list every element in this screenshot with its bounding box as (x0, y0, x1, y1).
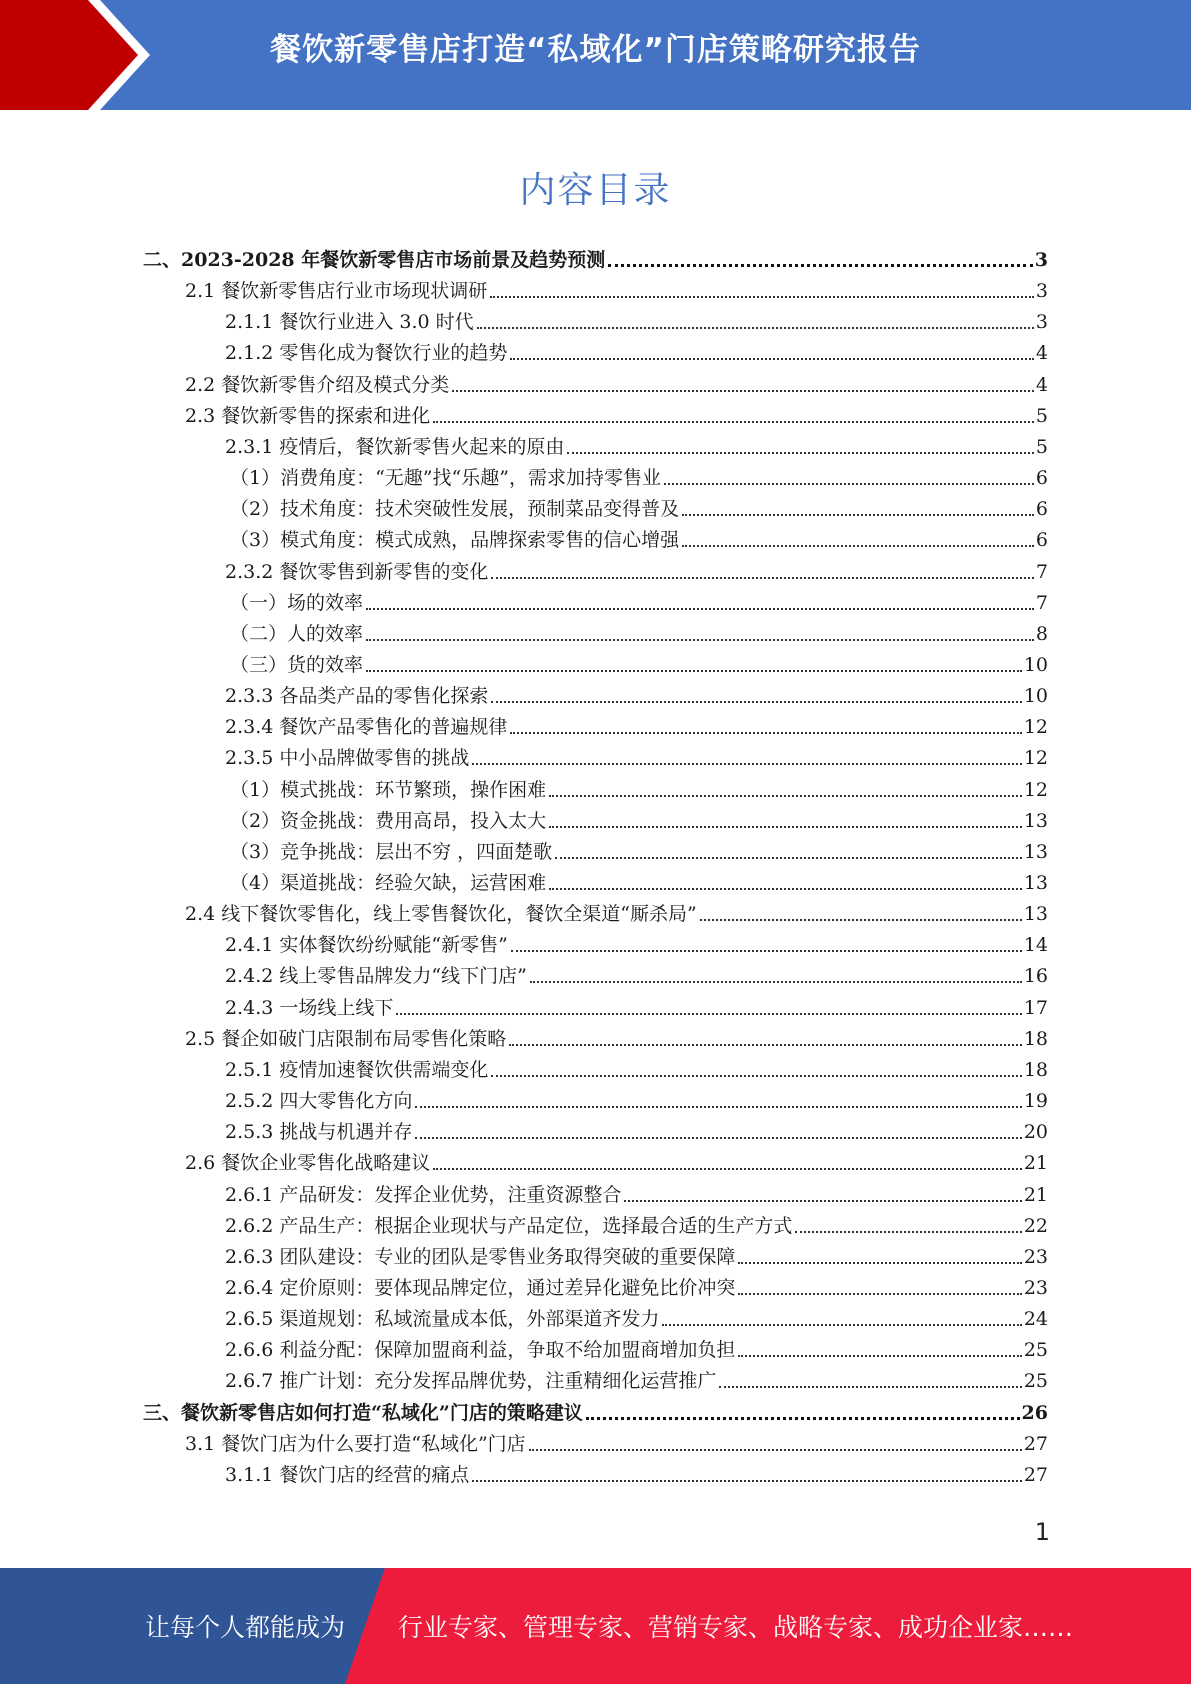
toc-entry[interactable] (225, 1456, 1048, 1487)
toc-entry[interactable] (230, 490, 1048, 521)
toc-entry[interactable] (230, 584, 1048, 615)
toc-entry-page: 13 (1023, 903, 1048, 925)
toc-dot-leader (555, 857, 1022, 859)
toc-entry[interactable] (230, 521, 1048, 552)
toc-dot-leader (586, 1417, 1020, 1420)
toc-entry[interactable] (225, 1113, 1048, 1144)
toc-entry-label: 2.1 餐饮新零售店行业市场现状调研 (185, 280, 488, 302)
toc-entry-label: 2.4.1 实体餐饮纷纷赋能“新零售” (225, 934, 508, 956)
toc-entry-page: 13 (1023, 810, 1048, 832)
toc-entry-page: 23 (1023, 1246, 1048, 1268)
toc-entry-label: 3.1.1 餐饮门店的经营的痛点 (225, 1464, 470, 1486)
toc-entry-page: 12 (1023, 779, 1048, 801)
toc-dot-leader (682, 514, 1034, 516)
toc-entry-label: 2.6.7 推广计划：充分发挥品牌优势，注重精细化运营推广 (225, 1370, 717, 1392)
toc-dot-leader (490, 296, 1034, 298)
toc-dot-leader (491, 1075, 1021, 1077)
toc-entry[interactable] (185, 272, 1048, 303)
toc-dot-leader (530, 981, 1022, 983)
toc-entry[interactable] (185, 1020, 1048, 1051)
toc-entry-page: 6 (1035, 467, 1048, 489)
footer-slogan-right: 行业专家、管理专家、营销专家、战略专家、成功企业家…… (398, 1613, 1074, 1642)
toc-entry-label: 2.3.5 中小品牌做零售的挑战 (225, 747, 470, 769)
toc-entry-page: 19 (1023, 1090, 1048, 1112)
toc-entry-page: 18 (1023, 1028, 1048, 1050)
toc-dot-leader (509, 1044, 1022, 1046)
toc-entry-page: 13 (1023, 872, 1048, 894)
toc-entry-label: （三）货的效率 (230, 654, 364, 676)
toc-dot-leader (477, 327, 1034, 329)
toc-entry[interactable] (230, 771, 1048, 802)
toc-dot-leader (472, 1480, 1021, 1482)
toc-entry-page: 6 (1035, 529, 1048, 551)
toc-entry[interactable] (185, 366, 1048, 397)
toc-dot-leader (738, 1293, 1021, 1295)
toc-entry[interactable] (225, 1269, 1048, 1300)
toc-entry-label: 2.5 餐企如破门店限制布局零售化策略 (185, 1028, 507, 1050)
toc-entry-label: 2.4.2 线上零售品牌发力“线下门店” (225, 965, 527, 987)
toc-entry-label: （一）场的效率 (230, 592, 364, 614)
toc-entry[interactable] (185, 397, 1048, 428)
toc-entry-label: 2.3.1 疫情后，餐饮新零售火起来的原由 (225, 436, 565, 458)
toc-entry-label: 2.5.3 挑战与机遇并存 (225, 1121, 413, 1143)
toc-entry-label: 2.6.2 产品生产：根据企业现状与产品定位，选择最合适的生产方式 (225, 1215, 793, 1237)
toc-dot-leader (491, 701, 1021, 703)
toc-entry[interactable] (230, 646, 1048, 677)
header-band (0, 0, 1191, 110)
toc-dot-leader (624, 1200, 1021, 1202)
toc-dot-leader (510, 732, 1021, 734)
toc-dot-leader (567, 452, 1034, 454)
toc-entry-page: 3 (1034, 249, 1048, 271)
toc-dot-leader (608, 264, 1033, 267)
toc-entry-page: 17 (1023, 997, 1048, 1019)
toc-dot-leader (662, 1324, 1021, 1326)
toc-dot-leader (549, 795, 1022, 797)
toc-entry-page: 10 (1023, 685, 1048, 707)
toc-entry[interactable] (225, 553, 1048, 584)
toc-entry-page: 5 (1035, 436, 1048, 458)
toc-entry-label: （2）技术角度：技术突破性发展，预制菜品变得普及 (230, 498, 680, 520)
toc-entry-label: 2.4 线下餐饮零售化，线上零售餐饮化，餐饮全渠道“厮杀局” (185, 903, 697, 925)
toc-entry[interactable] (230, 864, 1048, 895)
toc-dot-leader (795, 1231, 1021, 1233)
toc-entry-label: （3）模式角度：模式成熟，品牌探索零售的信心增强 (230, 529, 680, 551)
toc-entry-label: 三、餐饮新零售店如何打造“私域化”门店的策略建议 (143, 1402, 583, 1424)
report-title: 餐饮新零售店打造“私域化”门店策略研究报告 (270, 32, 921, 68)
toc-entry[interactable] (185, 1144, 1048, 1175)
toc-entry[interactable] (143, 241, 1048, 272)
toc-entry-label: 2.3.2 餐饮零售到新零售的变化 (225, 561, 489, 583)
toc-entry-label: 2.6.4 定价原则：要体现品牌定位，通过差异化避免比价冲突 (225, 1277, 736, 1299)
toc-entry-label: 2.2 餐饮新零售介绍及模式分类 (185, 374, 450, 396)
toc-dot-leader (366, 639, 1034, 641)
toc-entry[interactable] (225, 1207, 1048, 1238)
toc-entry-page: 21 (1023, 1184, 1048, 1206)
toc-entry-page: 4 (1035, 342, 1048, 364)
toc-entry-label: 2.6.1 产品研发：发挥企业优势，注重资源整合 (225, 1184, 622, 1206)
toc-entry-label: （4）渠道挑战：经验欠缺，运营困难 (230, 872, 547, 894)
toc-entry[interactable] (185, 895, 1048, 926)
toc-entry[interactable] (143, 1394, 1048, 1425)
toc-entry-page: 27 (1023, 1464, 1048, 1486)
toc-entry-page: 16 (1023, 965, 1048, 987)
toc-entry-page: 14 (1023, 934, 1048, 956)
toc-entry-label: 二、2023-2028 年餐饮新零售店市场前景及趋势预测 (143, 249, 606, 271)
toc-dot-leader (719, 1386, 1021, 1388)
toc-entry-label: 2.6.3 团队建设：专业的团队是零售业务取得突破的重要保障 (225, 1246, 736, 1268)
toc-entry[interactable] (225, 957, 1048, 988)
toc-entry[interactable] (225, 303, 1048, 334)
toc-entry[interactable] (225, 708, 1048, 739)
toc-dot-leader (510, 358, 1034, 360)
toc-entry[interactable] (225, 1082, 1048, 1113)
toc-entry[interactable] (225, 677, 1048, 708)
toc-entry-label: （2）资金挑战：费用高昂，投入太大 (230, 810, 547, 832)
toc-entry[interactable] (225, 739, 1048, 770)
toc-entry-page: 3 (1035, 280, 1048, 302)
toc-entry-label: 3.1 餐饮门店为什么要打造“私域化”门店 (185, 1433, 526, 1455)
toc-entry-page: 8 (1035, 623, 1048, 645)
toc-dot-leader (549, 826, 1022, 828)
toc-entry-label: （1）模式挑战：环节繁琐，操作困难 (230, 779, 547, 801)
toc-entry-page: 5 (1035, 405, 1048, 427)
toc-entry-page: 7 (1035, 561, 1048, 583)
toc-entry[interactable] (225, 1238, 1048, 1269)
toc-entry[interactable] (225, 1051, 1048, 1082)
toc-dot-leader (433, 1168, 1022, 1170)
toc-entry-page: 25 (1023, 1339, 1048, 1361)
toc-entry[interactable] (225, 334, 1048, 365)
toc-dot-leader (529, 1449, 1022, 1451)
toc-dot-leader (396, 1013, 1021, 1015)
footer-slogan-left: 让每个人都能成为 (144, 1613, 345, 1642)
toc-entry-page: 26 (1021, 1402, 1048, 1424)
toc-entry-label: 2.3.3 各品类产品的零售化探索 (225, 685, 489, 707)
toc-dot-leader (682, 545, 1034, 547)
toc-entry-page: 4 (1035, 374, 1048, 396)
toc-dot-leader (366, 670, 1022, 672)
page-number: 1 (1034, 1518, 1050, 1546)
toc-entry[interactable] (230, 802, 1048, 833)
toc-dot-leader (472, 763, 1021, 765)
toc-entry-page: 25 (1023, 1370, 1048, 1392)
toc-dot-leader (452, 390, 1034, 392)
toc-entry[interactable] (230, 615, 1048, 646)
toc-dot-leader (738, 1262, 1021, 1264)
toc-entry-page: 22 (1023, 1215, 1048, 1237)
toc-dot-leader (415, 1106, 1021, 1108)
toc-entry-page: 20 (1023, 1121, 1048, 1143)
toc-entry-page: 24 (1023, 1308, 1048, 1330)
toc-entry-label: （二）人的效率 (230, 623, 364, 645)
toc-dot-leader (511, 950, 1022, 952)
toc-entry-label: 2.3 餐饮新零售的探索和进化 (185, 405, 431, 427)
toc-entry-label: 2.5.2 四大零售化方向 (225, 1090, 413, 1112)
toc-entry-page: 10 (1023, 654, 1048, 676)
toc-entry[interactable] (185, 1425, 1048, 1456)
toc-entry-page: 21 (1023, 1152, 1048, 1174)
toc-dot-leader (415, 1137, 1021, 1139)
toc-entry-label: 2.6.6 利益分配：保障加盟商利益，争取不给加盟商增加负担 (225, 1339, 736, 1361)
toc-entry-label: 2.3.4 餐饮产品零售化的普遍规律 (225, 716, 508, 738)
toc-entry-label: 2.1.2 零售化成为餐饮行业的趋势 (225, 342, 508, 364)
toc-entry[interactable] (230, 459, 1048, 490)
toc-entry-label: 2.4.3 一场线上线下 (225, 997, 394, 1019)
toc-entry[interactable] (230, 833, 1048, 864)
toc-dot-leader (664, 483, 1034, 485)
toc-entry-label: 2.6.5 渠道规划：私域流量成本低，外部渠道齐发力 (225, 1308, 660, 1330)
toc-entry[interactable] (225, 989, 1048, 1020)
toc-entry-page: 13 (1023, 841, 1048, 863)
toc-dot-leader (433, 421, 1034, 423)
toc-entry[interactable] (225, 1362, 1048, 1393)
toc-entry-page: 12 (1023, 716, 1048, 738)
toc-entry-label: 2.6 餐饮企业零售化战略建议 (185, 1152, 431, 1174)
toc-dot-leader (366, 608, 1034, 610)
toc-entry-page: 18 (1023, 1059, 1048, 1081)
toc-entry-page: 7 (1035, 592, 1048, 614)
toc-entry-page: 27 (1023, 1433, 1048, 1455)
toc-dot-leader (738, 1355, 1021, 1357)
toc-entry-page: 6 (1035, 498, 1048, 520)
toc-entry-page: 23 (1023, 1277, 1048, 1299)
toc-entry-label: （3）竞争挑战：层出不穷 ，四面楚歌 (230, 841, 553, 863)
toc-entry[interactable] (225, 1176, 1048, 1207)
toc-heading: 内容目录 (519, 170, 672, 211)
toc-dot-leader (700, 919, 1022, 921)
toc-entry[interactable] (225, 1300, 1048, 1331)
toc-entry-label: （1）消费角度：“无趣”找“乐趣”，需求加持零售业 (230, 467, 661, 489)
toc-dot-leader (491, 577, 1034, 579)
toc-entry[interactable] (225, 926, 1048, 957)
toc-dot-leader (549, 888, 1022, 890)
toc-entry[interactable] (225, 428, 1048, 459)
toc-entry-label: 2.1.1 餐饮行业进入 3.0 时代 (225, 311, 474, 333)
toc-entry-page: 3 (1035, 311, 1048, 333)
toc-entry[interactable] (225, 1331, 1048, 1362)
toc-entry-label: 2.5.1 疫情加速餐饮供需端变化 (225, 1059, 489, 1081)
toc-entry-page: 12 (1023, 747, 1048, 769)
